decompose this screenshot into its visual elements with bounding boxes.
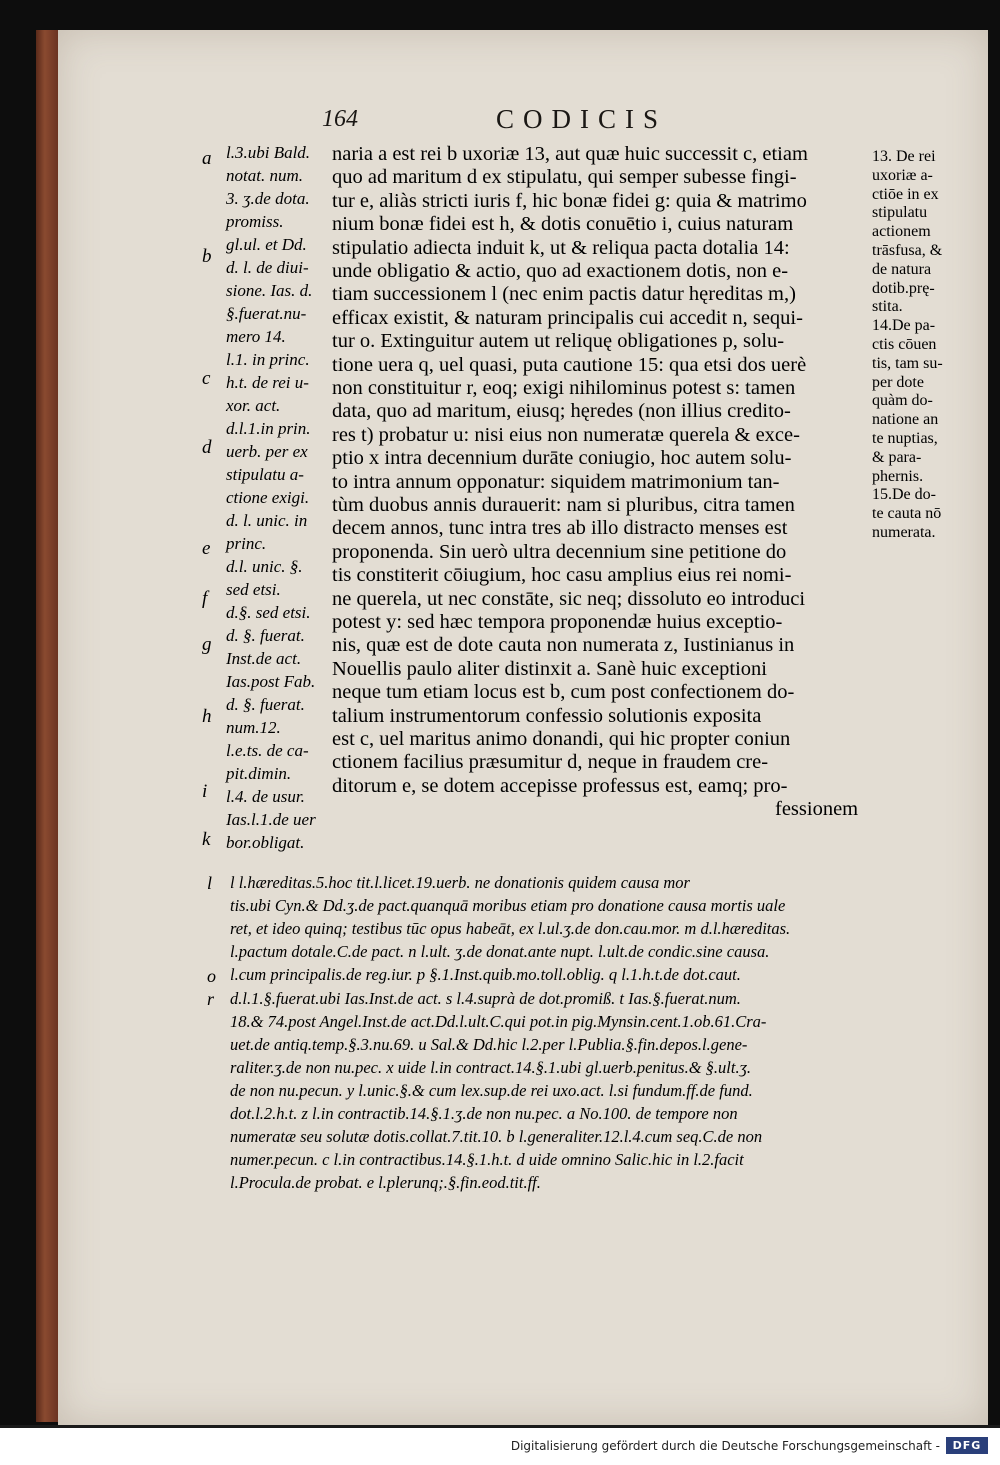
margin-note-line: d. l. unic. in (226, 511, 308, 530)
margin-note-line: h.t. de rei u- (226, 373, 309, 392)
side-note-line: stita. (872, 298, 903, 316)
footnote-letter: l (207, 873, 213, 893)
margin-note-line: ctione exigi. (226, 488, 310, 507)
footnote-line: l.Procula.de probat. e l.plerunq;.§.fin.eod.tit.ff. (230, 1173, 541, 1193)
side-note-line: per dote (872, 373, 924, 391)
margin-note-line: sione. Ias. d. (226, 281, 313, 300)
margin-note-line: 3. ʒ.de dota. (226, 189, 310, 208)
footnote-line: uet.de antiq.temp.§.3.nu.69. u Sal.& Dd.hic l.2.per l.Publia.§.fin.depos.l.gene- (230, 1034, 748, 1054)
side-note-line: stipulatu (872, 204, 928, 222)
side-note-line: ctiōe in ex (872, 185, 939, 203)
margin-note-line: mero 14. (226, 327, 286, 346)
book-edge (36, 30, 58, 1422)
margin-note-line: stipulatu a- (226, 465, 304, 484)
margin-note-letter: i (202, 781, 208, 802)
body-line: tur e, aliàs stricti iuris f, hic bonæ fidei g: quia & matrimo (332, 189, 807, 212)
footnote-letter: r (207, 989, 215, 1009)
margin-note-letter: g (202, 634, 212, 655)
body-line: naria a est rei b uxoriæ 13, aut quæ huic successit c, etiam (332, 143, 808, 165)
footnote-line: d.l.1.§.fuerat.ubi Ias.Inst.de act. s l.4.suprà de dot.promiß. t Ias.§.fuerat.num. (230, 988, 741, 1008)
side-note-line: 13. De rei (872, 148, 936, 165)
body-line: tione uera q, uel quasi, puta cautione 15: qua etsi dos uerè (332, 353, 807, 376)
footer-credit: Digitalisierung gefördert durch die Deutsche Forschungsgemeinschaft - (510, 1439, 940, 1453)
body-line: nium bonæ fidei est h, & dotis conuētio i, cuius naturam (332, 213, 794, 236)
footnote-line: 18.& 74.post Angel.Inst.de act.Dd.l.ult.C.qui pot.in pig.Mynsin.cent.1.ob.61.Cra- (230, 1011, 767, 1031)
body-line: est c, uel maritus animo donandi, qui hic propter coniun (332, 728, 791, 750)
margin-note-letter: b (202, 246, 212, 267)
margin-note-line: d. §. fuerat. (226, 695, 305, 714)
margin-note-letter: e (202, 538, 211, 559)
body-line: tur o. Extinguitur autem ut reliquę obligationes p, solu- (332, 330, 785, 353)
margin-note-line: xor. act. (226, 396, 281, 415)
margin-note-line: princ. (226, 534, 267, 553)
margin-note-line: bor.obligat. (226, 833, 305, 852)
margin-note-letter: k (202, 829, 211, 850)
margin-note-line: d. §. fuerat. (226, 626, 305, 645)
footer-rule (0, 1425, 1000, 1428)
margin-note-line: num.12. (226, 718, 281, 737)
side-note-line: ctis cōuen (872, 336, 937, 353)
side-note-line: tis, tam su- (872, 354, 943, 372)
footnote-letter: o (207, 966, 216, 986)
margin-note-line: l.4. de usur. (226, 787, 305, 806)
margin-note-line: l.3.ubi Bald. (226, 143, 311, 162)
body-line: res t) probatur u: nisi eius non numeratæ querela & exce- (332, 423, 800, 446)
margin-note-line: gl.ul. et Dd. (226, 235, 307, 254)
margin-note-line: §.fuerat.nu- (226, 304, 307, 323)
footnote-line: raliter.ʒ.de non nu.pec. x uide l.in contract.14.§.1.ubi gl.uerb.penitus.& §.ult.ʒ. (230, 1057, 752, 1077)
margin-note-letter: d (202, 437, 212, 458)
margin-note-line: l.e.ts. de ca- (226, 741, 309, 760)
footnote-line: l.cum principalis.de reg.iur. p §.1.Inst.quib.mo.toll.oblig. q l.1.h.t.de dot.caut. (230, 965, 741, 985)
body-line: ne querela, ut nec constāte, sic neq; dissoluto eo introduci (332, 587, 806, 610)
body-line: tis constiterit cōiugium, hoc casu amplius eius rei nomi- (332, 564, 792, 587)
body-line: potest y: sed hæc tempora proponendæ huius exceptio- (332, 611, 783, 633)
margin-note-line: Ias.l.1.de uer (226, 810, 316, 829)
side-note-line: de natura (872, 260, 932, 278)
body-line: data, quo ad maritum, eiusq; hęredes (non illius credito- (332, 400, 791, 423)
body-line: tùm duobus annis durauerit: nam si pluribus, citra tamen (332, 494, 795, 516)
footnote-line: de non nu.pecun. y l.unic.§.& cum lex.sup.de rei uxo.act. l.si fundum.ff.de fund. (230, 1080, 753, 1100)
side-note-line: & para- (872, 448, 922, 466)
footnote-line: numeratæ seu solutæ dotis.collat.7.tit.10. b l.generaliter.12.l.4.cum seq.C.de non (230, 1127, 763, 1147)
margin-note-line: Inst.de act. (226, 649, 302, 668)
side-note-line: te cauta nō (872, 505, 942, 523)
side-note-line: phernis. (872, 467, 924, 485)
body-line: unde obligatio & actio, quo ad exactionem dotis, non e- (332, 260, 789, 282)
body-line: neque tum etiam locus est b, cum post confectionem do- (332, 681, 795, 704)
margin-note-line: d.l.1.in prin. (226, 419, 311, 438)
margin-note-line: d.§. sed etsi. (226, 603, 311, 622)
body-line: to intra annum opponatur: siquidem matrimonium tan- (332, 470, 780, 493)
body-line-tail: fessionem (775, 798, 859, 821)
running-head: CODICIS (496, 104, 668, 134)
side-note-line: natione an (872, 411, 939, 429)
footer-bar (0, 1425, 1000, 1465)
side-note-line: numerata. (872, 524, 936, 541)
side-note-line: dotib.prę- (872, 279, 935, 297)
side-note-line: quàm do- (872, 392, 933, 410)
margin-note-line: l.1. in princ. (226, 350, 310, 369)
body-line: ptio x intra decennium durāte coniugio, hoc autem solu- (332, 447, 792, 470)
margin-note-letter: c (202, 368, 211, 389)
margin-note-line: d. l. de diui- (226, 258, 309, 277)
page-number: 164 (322, 106, 358, 132)
margin-note-letter: a (202, 148, 212, 169)
body-line: decem annos, tunc intra tres ab illo distracto menses est (332, 517, 788, 540)
side-note-line: actionem (872, 223, 931, 241)
footnote-line: dot.l.2.h.t. z l.in contractib.14.§.1.ʒ.de non nu.pec. a No.100. de tempore non (230, 1104, 738, 1123)
margin-note-line: d.l. unic. §. (226, 557, 303, 576)
side-note-line: 15.De do- (872, 486, 936, 504)
footnote-line: l l.hæreditas.5.hoc tit.l.licet.19.uerb. ne donationis quidem causa mor (230, 873, 690, 892)
margin-note-line: uerb. per ex (226, 442, 308, 461)
body-line: efficax existit, & naturam principalis cui accedit n, sequi- (332, 306, 803, 329)
body-line: non constituitur r, eoq; exigi nihilominus potest s: tamen (332, 377, 796, 399)
body-line: Nouellis paulo aliter distinxit a. Sanè huic exceptioni (332, 657, 767, 680)
side-note-line: trāsfusa, & (872, 242, 943, 259)
body-line: ditorum e, se dotem accepisse professus est, eamq; pro- (332, 774, 788, 797)
side-note-line: 14.De pa- (872, 317, 936, 335)
footnote-line: ret, et ideo quinq; testibus tūc opus habeāt, ex l.ul.ʒ.de don.cau.mor. m d.l.hæreditas. (230, 919, 791, 939)
body-line: proponenda. Sin uerò ultra decennium sine petitione do (332, 540, 787, 563)
margin-note-line: sed etsi. (226, 580, 281, 599)
margin-note-line: Ias.post Fab. (226, 672, 316, 691)
side-note-line: te nuptias, (872, 430, 938, 447)
side-note-line: uxoriæ a- (872, 166, 933, 184)
dfg-logo: DFG (946, 1437, 988, 1454)
margin-note-line: promiss. (226, 212, 284, 231)
body-line: quo ad maritum d ex stipulatu, qui semper subesse fingi- (332, 166, 797, 189)
margin-note-letter: h (202, 706, 212, 727)
margin-note-line: notat. num. (226, 166, 303, 185)
footnote-line: l.pactum dotale.C.de pact. n l.ult. ʒ.de donat.ante nupt. l.ult.de condic.sine causa. (230, 942, 770, 962)
footnote-line: numer.pecun. c l.in contractibus.14.§.1.h.t. d uide omnino Salic.hic in l.2.facit (230, 1150, 744, 1170)
body-line: ctionem facilius præsumitur d, neque in fraudem cre- (332, 751, 769, 774)
body-line: tiam successionem l (nec enim pactis datur hęreditas m,) (332, 283, 796, 306)
margin-note-line: pit.dimin. (226, 764, 292, 783)
margin-note-letter: f (202, 588, 208, 609)
body-line: talium instrumentorum confessio solutionis exposita (332, 704, 762, 727)
body-line: stipulatio adiecta induit k, ut & reliqua pacta dotalia 14: (332, 236, 790, 259)
body-line: nis, quæ est de dote cauta non numerata z, Iustinianus in (332, 634, 795, 657)
footnote-line: tis.ubi Cyn.& Dd.ʒ.de pact.quanquā moribus etiam pro donatione causa mortis uale (230, 896, 786, 916)
